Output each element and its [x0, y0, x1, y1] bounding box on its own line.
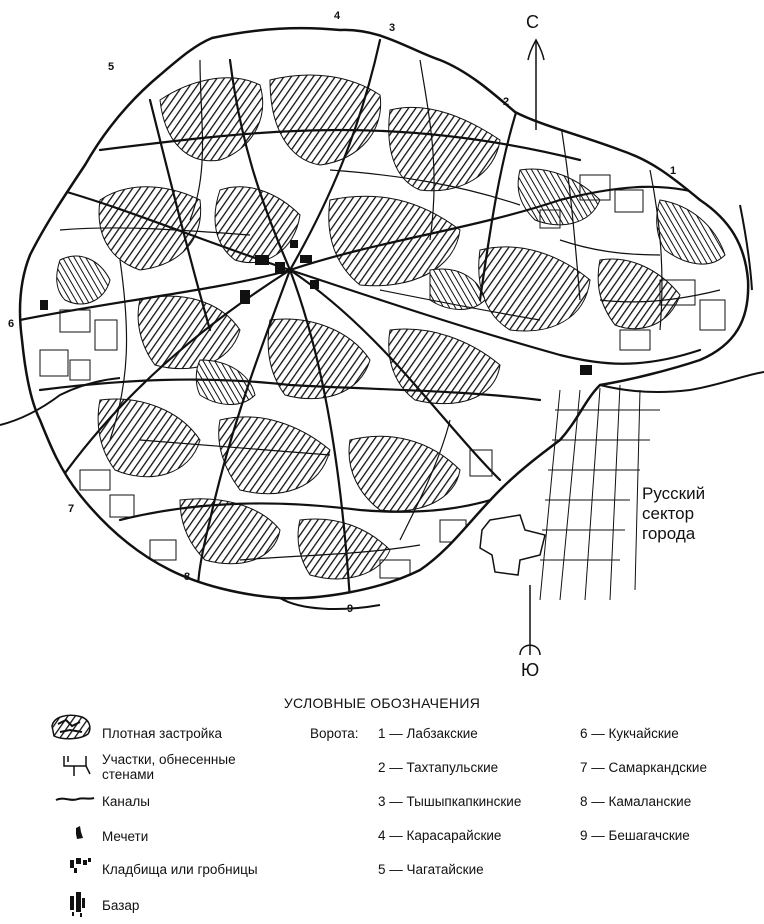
- gate-number-6: 6: [8, 318, 15, 330]
- legend-item-canals: Каналы: [102, 794, 150, 809]
- gate-number-8: 8: [184, 571, 191, 583]
- legend-item-bazaar: Базар: [102, 898, 140, 913]
- legend-title: УСЛОВНЫЕ ОБОЗНАЧЕНИЯ: [283, 695, 481, 711]
- gate-3: 3 — Тышыпкапкинские: [378, 794, 522, 809]
- gate-2: 2 — Тахтапульские: [378, 760, 499, 775]
- gate-1: 1 — Лабзакские: [378, 726, 478, 741]
- cemetery-icon: [68, 856, 94, 876]
- gate-4: 4 — Карасарайские: [378, 828, 502, 843]
- legend-item-walled: Участки, обнесенные стенами: [102, 752, 236, 782]
- dense-building-icon: [48, 712, 94, 740]
- legend-item-cemeteries: Кладбища или гробницы: [102, 862, 258, 877]
- south-arrow: [520, 585, 540, 655]
- gate-number-3: 3: [389, 22, 396, 34]
- gate-8: 8 — Камаланские: [580, 794, 692, 809]
- legend-item-dense: Плотная застройка: [102, 726, 223, 741]
- gate-number-9: 9: [347, 603, 354, 615]
- north-label: С: [526, 12, 539, 32]
- gate-7: 7 — Самаркандские: [580, 760, 707, 775]
- gates-title: Ворота:: [310, 726, 359, 741]
- gate-5: 5 — Чагатайские: [378, 862, 484, 877]
- walled-plots-icon: [60, 752, 94, 780]
- gate-9: 9 — Бешагачские: [580, 828, 690, 843]
- fortress-outline: [480, 515, 545, 575]
- gate-number-4: 4: [334, 10, 341, 22]
- canal-icon: [54, 792, 96, 806]
- gate-number-2: 2: [503, 96, 510, 108]
- russian-sector-label: Русский сектор города: [642, 484, 706, 543]
- gate-6: 6 — Кукчайские: [580, 726, 679, 741]
- mosque-icon: [72, 824, 86, 842]
- gate-number-7: 7: [68, 503, 75, 515]
- legend-item-mosques: Мечети: [102, 829, 149, 844]
- gate-number-5: 5: [108, 61, 115, 73]
- gate-number-1: 1: [670, 165, 677, 177]
- bazaar-icon: [68, 890, 88, 918]
- south-label: Ю: [521, 660, 540, 680]
- north-arrow: [528, 40, 544, 130]
